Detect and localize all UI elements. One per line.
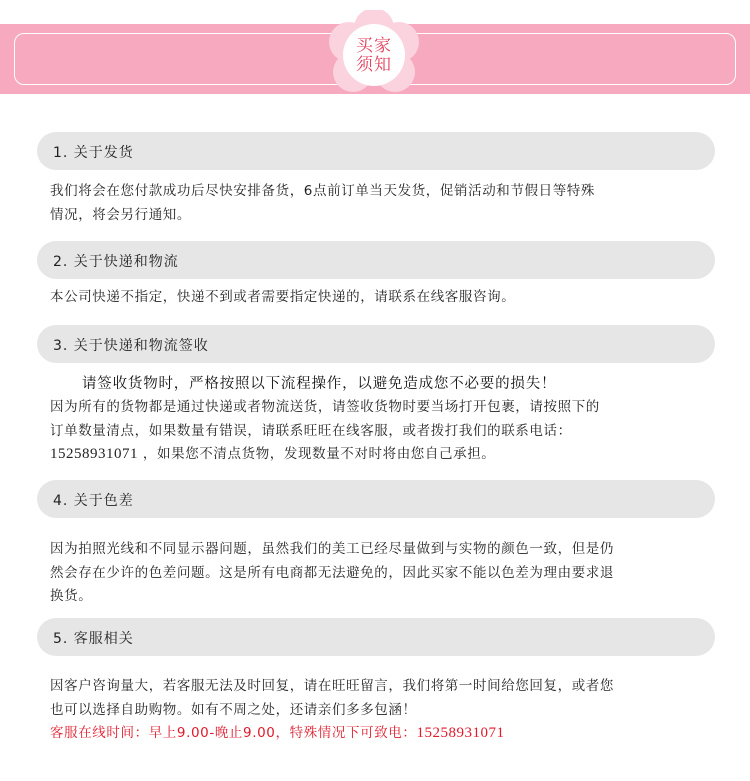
section-5-line-1: 因客户咨询量大，若客服无法及时回复，请在旺旺留言，我们将第一时间给您回复，或者您 xyxy=(50,678,614,694)
section-4-line-1: 因为拍照光线和不同显示器问题，虽然我们的美工已经尽量做到与实物的颜色一致，但是仍 xyxy=(50,541,614,557)
section-4-line-2: 然会存在少许的色差问题。这是所有电商都无法避免的，因此买家不能以色差为理由要求退 xyxy=(50,564,614,581)
section-5-body xyxy=(50,675,705,746)
badge-title xyxy=(329,37,419,75)
section-1-line-1: 我们将会在您付款成功后尽快安排备货，6点前订单当天发货，促销活动和节假日等特殊 xyxy=(50,183,595,199)
section-3-line-3 xyxy=(50,443,705,467)
section-1-body xyxy=(50,180,705,227)
service-phone: 15258931071 xyxy=(416,725,505,741)
section-3-line-2: 订单数量清点，如果数量有错误，请联系旺旺在线客服，或者拨打我们的联系电话： xyxy=(50,422,572,439)
badge-line-1: 买家 xyxy=(356,36,392,56)
section-1-bar xyxy=(37,132,715,170)
section-2-title: 2. 关于快递和物流 xyxy=(53,254,179,270)
section-2-line-1: 本公司快递不指定，快递不到或者需要指定快递的，请联系在线客服咨询。 xyxy=(50,289,516,305)
section-1-line-2: 情况，将会另行通知。 xyxy=(50,206,191,223)
section-5-line-2: 也可以选择自助购物。如有不周之处，还请亲们多多包涵！ xyxy=(50,701,417,718)
section-3-title: 3. 关于快递和物流签收 xyxy=(53,338,209,354)
section-3-line-3-text: ，如果您不清点货物，发现数量不对时将由您自己承担。 xyxy=(142,446,496,462)
badge-line-2: 须知 xyxy=(356,55,392,75)
section-3-warning: 请签收货物时，严格按照以下流程操作，以避免造成您不必要的损失！ xyxy=(82,376,557,392)
section-4-line-3: 换货。 xyxy=(50,588,93,604)
section-5-bar xyxy=(37,618,715,656)
section-4-title: 4. 关于色差 xyxy=(53,493,134,509)
section-4-bar xyxy=(37,480,715,518)
section-1-title: 1. 关于发货 xyxy=(53,145,134,161)
service-hours-text: 客服在线时间：早上9.00-晚止9.00，特殊情况下可致电： xyxy=(50,725,417,741)
section-4-body xyxy=(50,538,705,609)
contact-phone: 15258931071 xyxy=(50,446,138,462)
section-3-body xyxy=(50,396,705,467)
section-2-body xyxy=(50,286,705,310)
service-hours xyxy=(50,722,705,746)
section-3-line-1: 因为所有的货物都是通过快递或者物流送货，请签收货物时要当场打开包裹，请按照下的 xyxy=(50,399,600,415)
section-5-title: 5. 客服相关 xyxy=(53,631,134,647)
